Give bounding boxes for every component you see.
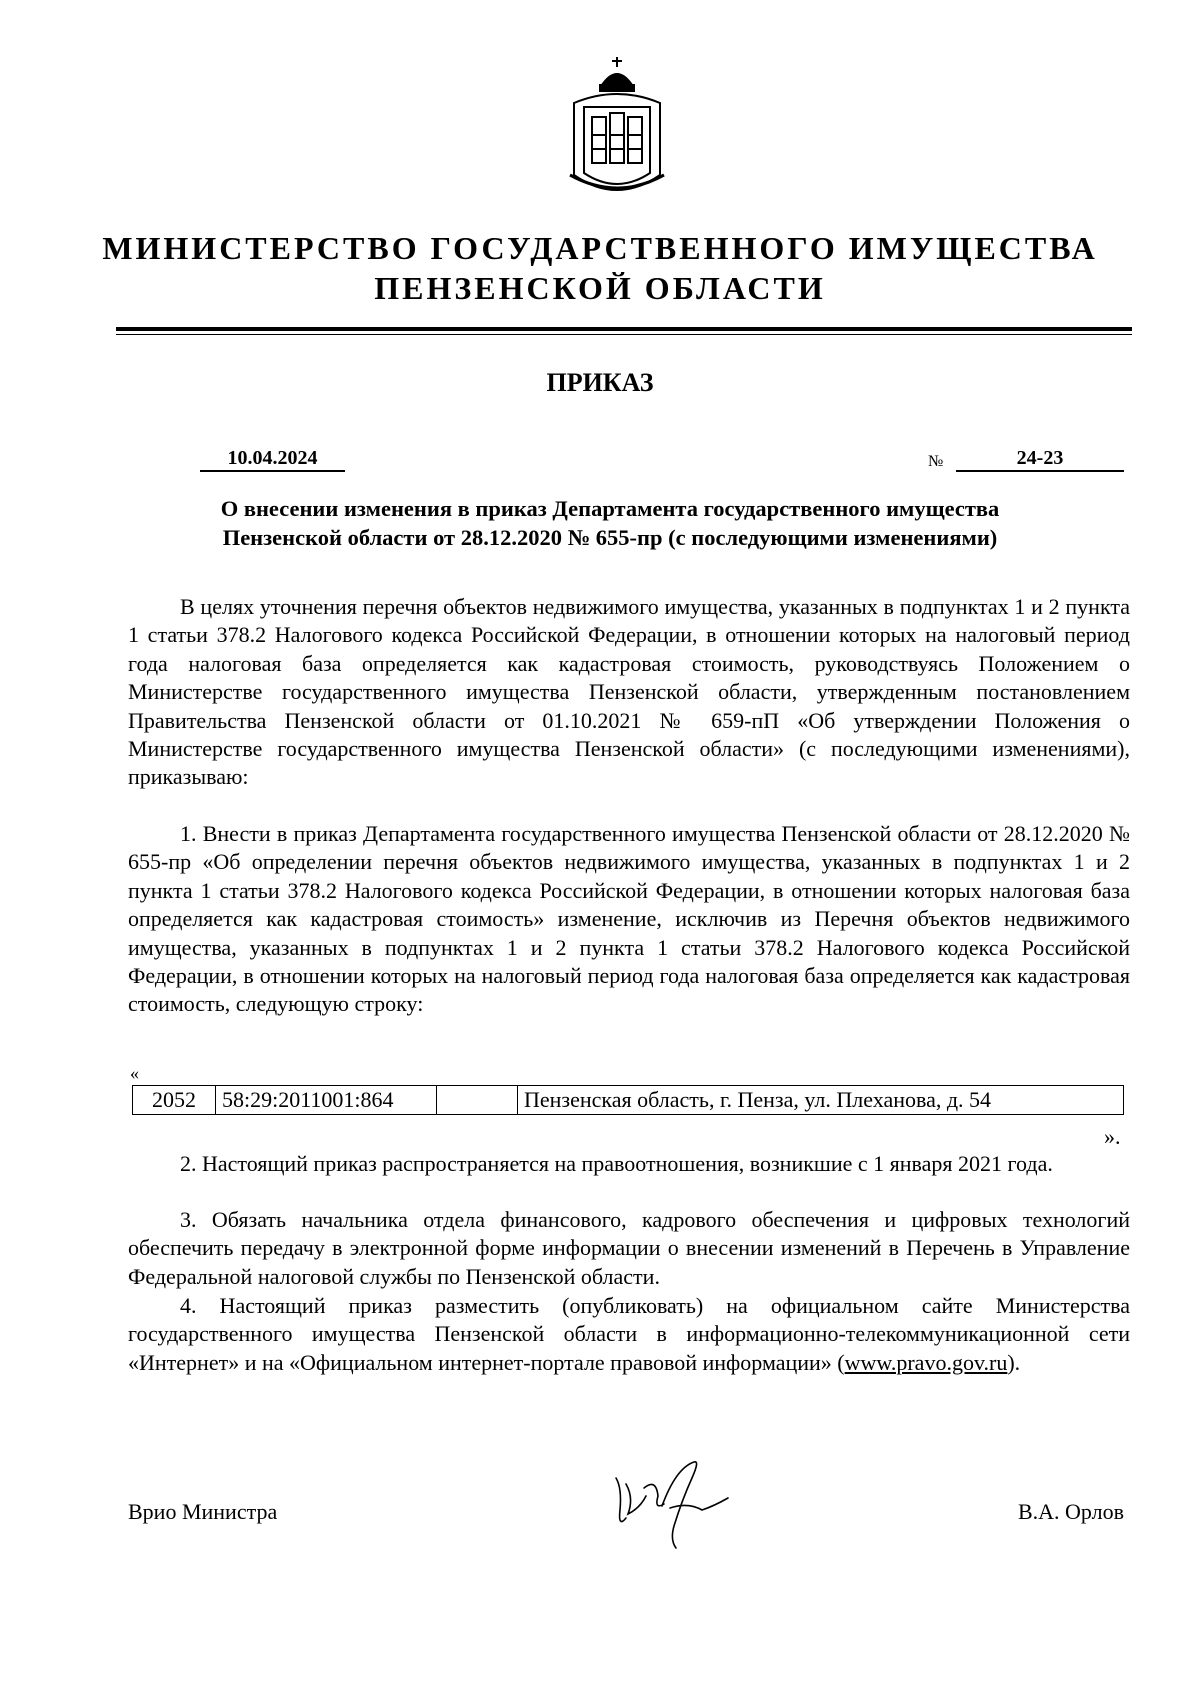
quote-close: ». — [1104, 1124, 1121, 1149]
ministry-title-line2: ПЕНЗЕНСКОЙ ОБЛАСТИ — [374, 270, 826, 306]
subject-line2: Пензенской области от 28.12.2020 № 655-пр (с последующими изменениями) — [222, 525, 998, 550]
signer-name: В.А. Орлов — [1017, 1499, 1124, 1524]
quote-open: « — [130, 1063, 139, 1083]
item-2-paragraph: 2. Настоящий приказ распространяется на правоотношения, возникшие с 1 января 2021 года. — [180, 1151, 1053, 1176]
item-4-end: ). — [1007, 1349, 1021, 1375]
document-subject — [110, 494, 1110, 552]
subject-line1: О внесении изменения в приказ Департамента государственного имущества — [220, 496, 1000, 521]
item-3-paragraph: 3. Обязать начальника отдела финансового, кадрового обеспечения и цифровых технологий обеспечить передачу в электронной форме информации о внесении изменений в Перечень в Управление Федеральной налоговой службы по Пензенской области. — [128, 1207, 1130, 1289]
document-kind: ПРИКАЗ — [546, 368, 654, 397]
handwritten-signature-icon — [604, 1448, 734, 1558]
item-4-paragraph — [128, 1292, 1130, 1377]
cadastral-number-cell: 58:29:2011001:864 — [216, 1086, 437, 1115]
table-row — [133, 1086, 1124, 1115]
item-4-text: 4. Настоящий приказ разместить (опубликовать) на официальном сайте Министерства государственного имущества Пензенской области в информационно-телекоммуникационной сети «Интернет» и на «Официальном интернет-портале правовой информации» ( — [128, 1293, 1130, 1375]
ministry-title-line1: МИНИСТЕРСТВО ГОСУДАРСТВЕННОГО ИМУЩЕСТВА — [102, 230, 1098, 266]
coat-of-arms-icon — [562, 55, 672, 205]
signer-title: Врио Министра — [128, 1499, 278, 1524]
item-1-paragraph: 1. Внести в приказ Департамента государственного имущества Пензенской области от 28.12.2020 № 655-пр «Об определении перечня объектов недвижимого имущества, указанных в подпунктах 1 и 2 пункта 1 статьи 378.2 Налогового кодекса Российской Федерации, в отношении которых налоговая база определяется как кадастровая стоимость» изменение, исключив из Перечня объектов недвижимого имущества, указанных в подпунктах 1 и 2 пункта 1 статьи 378.2 Налогового кодекса Российской Федерации, в отношении которых на налоговый период года налоговая база определяется как кадастровая стоимость, следующую строку: — [128, 821, 1130, 1017]
header-divider-thin — [116, 334, 1132, 335]
header-divider-thick — [116, 327, 1132, 331]
document-number: 24-23 — [956, 446, 1124, 472]
ministry-title — [100, 228, 1100, 308]
row-number-cell: 2052 — [133, 1086, 216, 1115]
excluded-object-table — [132, 1085, 1124, 1115]
empty-cell — [437, 1086, 518, 1115]
document-number-sign: № — [928, 453, 944, 470]
document-date: 10.04.2024 — [200, 446, 345, 472]
intro-paragraph: В целях уточнения перечня объектов недвижимого имущества, указанных в подпунктах 1 и 2 пункта 1 статьи 378.2 Налогового кодекса Российской Федерации, в отношении которых на налоговый период года налоговая база определяется как кадастровая стоимость, руководствуясь Положением о Министерстве государственного имущества Пензенской области, утвержденным постановлением Правительства Пензенской области от 01.10.2021 № 659-пП «Об утверждении Положения о Министерстве государственного имущества Пензенской области» (с последующими изменениями), приказываю: — [128, 594, 1130, 790]
address-cell: Пензенская область, г. Пенза, ул. Плеханова, д. 54 — [518, 1086, 1124, 1115]
pravo-gov-link[interactable]: www.pravo.gov.ru — [844, 1349, 1008, 1375]
